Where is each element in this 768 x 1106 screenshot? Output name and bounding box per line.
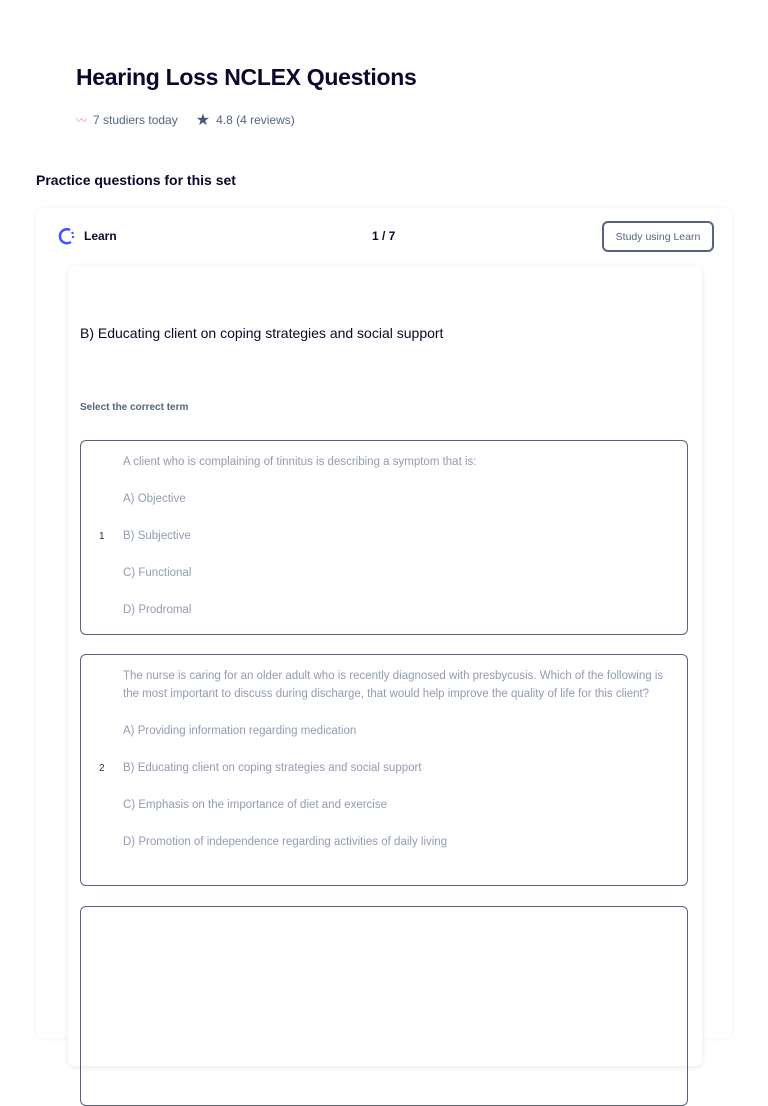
practice-panel xyxy=(36,208,732,1038)
learn-mode xyxy=(56,226,117,246)
question-progress: 1 / 7 xyxy=(372,229,396,243)
trending-icon: 〰 xyxy=(76,115,87,127)
choice: A) Objective xyxy=(123,493,186,505)
question-text: A client who is complaining of tinnitus is describing a symptom that is: xyxy=(123,456,477,468)
option-number: 2 xyxy=(99,763,105,774)
rating[interactable]: 4.8 (4 reviews) xyxy=(216,113,295,127)
learn-label: Learn xyxy=(84,229,117,243)
choice: B) Educating client on coping strategies and social support xyxy=(123,762,422,774)
option-number: 1 xyxy=(99,531,105,542)
choice: D) Promotion of independence regarding activities of daily living xyxy=(123,836,448,848)
choice: B) Subjective xyxy=(123,530,191,542)
choice: A) Providing information regarding medication xyxy=(123,725,357,737)
select-prompt: Select the correct term xyxy=(80,402,189,413)
study-using-learn-button[interactable]: Study using Learn xyxy=(602,221,714,252)
question-text: The nurse is caring for an older adult who is recently diagnosed with presbycusis. Which of the following is the most important to discuss during discharge, that would help improve the quality of life for this client? xyxy=(123,670,664,700)
answer-term: B) Educating client on coping strategies and social support xyxy=(80,325,444,341)
choice: C) Functional xyxy=(123,567,192,579)
option-text xyxy=(123,667,667,870)
option-text xyxy=(123,453,667,638)
question-card xyxy=(68,266,702,1066)
option-card-2[interactable] xyxy=(80,654,688,886)
studiers-count: 7 studiers today xyxy=(93,113,178,127)
learn-icon xyxy=(56,226,76,246)
choice: C) Emphasis on the importance of diet and exercise xyxy=(123,799,387,811)
star-icon: ★ xyxy=(195,112,211,129)
option-card-1[interactable] xyxy=(80,440,688,635)
option-card-3[interactable] xyxy=(80,906,688,1106)
page-title: Hearing Loss NCLEX Questions xyxy=(76,64,417,90)
set-meta xyxy=(76,110,295,130)
choice: D) Prodromal xyxy=(123,604,192,616)
section-title: Practice questions for this set xyxy=(36,172,236,188)
